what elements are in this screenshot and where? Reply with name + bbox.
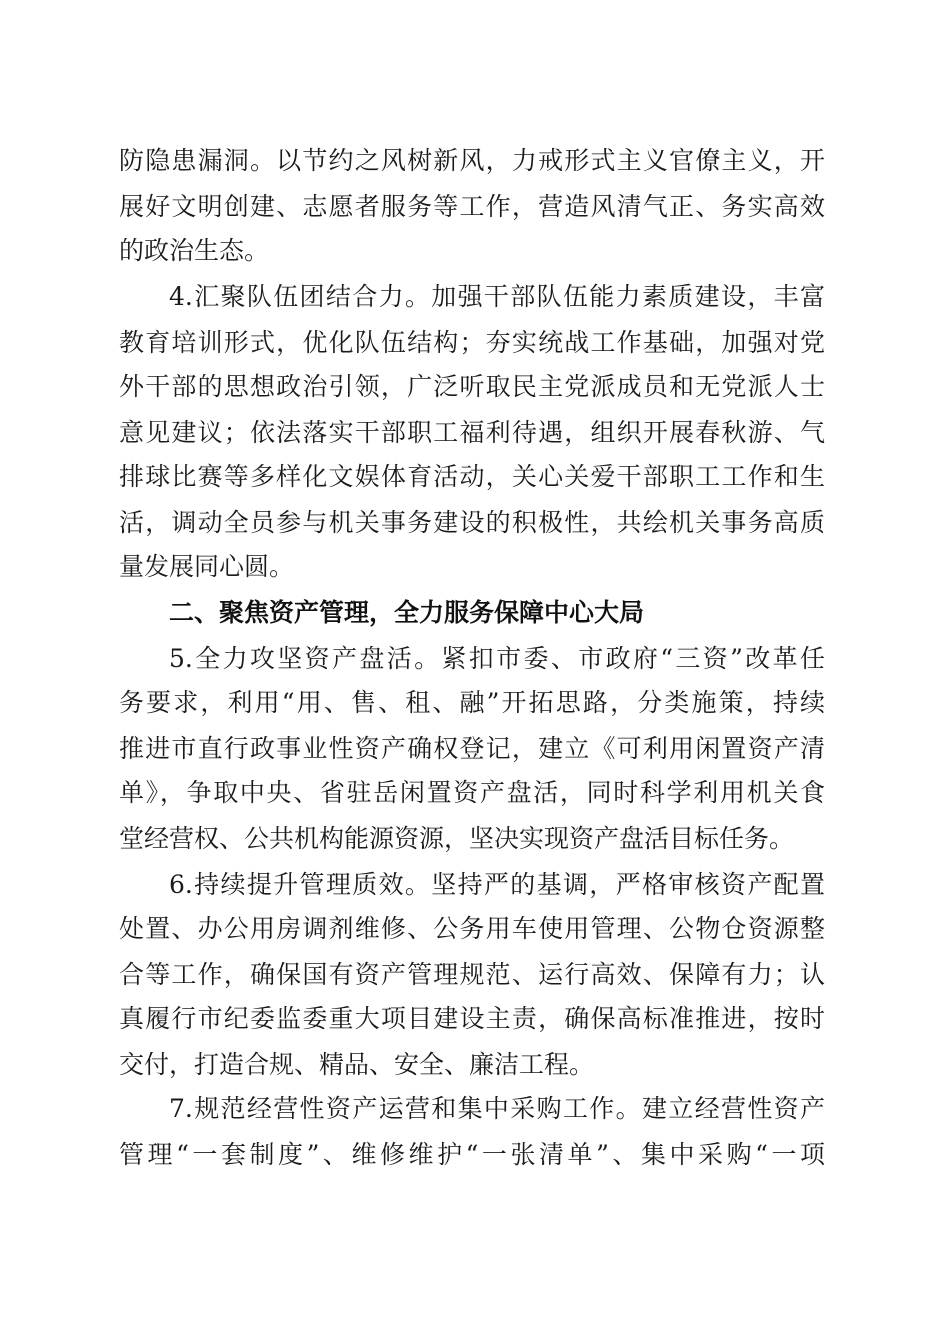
text-line: 排球比赛等多样化文娱体育活动，关心关爱干部职工工作和生 [119,462,825,491]
text-line: 务要求，利用“用、售、租、融”开拓思路，分类施策，持续 [119,688,825,717]
text-line: 合等工作，确保国有资产管理规范、运行高效、保障有力；认 [119,960,825,989]
text-line: 堂经营权、公共机构能源资源，坚决实现资产盘活目标任务。 [119,824,795,853]
text-line: 外干部的思想政治引领，广泛听取民主党派成员和无党派人士 [119,372,825,401]
section-heading: 二、聚焦资产管理，全力服务保障中心大局 [169,598,645,627]
paragraph-7-start: 7.规范经营性资产运营和集中采购工作。建立经营性资产 [169,1094,825,1123]
text-line: 教育培训形式，优化队伍结构；夯实统战工作基础，加强对党 [119,328,825,357]
text-line: 处置、办公用房调剂维修、公务用车使用管理、公物仓资源整 [119,914,825,943]
text-line: 真履行市纪委监委重大项目建设主责，确保高标准推进，按时 [119,1004,825,1033]
text-line: 的政治生态。 [119,236,270,265]
paragraph-5-start: 5.全力攻坚资产盘活。紧扣市委、市政府“三资”改革任 [169,644,825,673]
paragraph-6-start: 6.持续提升管理质效。坚持严的基调，严格审核资产配置 [169,870,825,899]
text-line: 量发展同心圆。 [119,552,295,581]
text-line: 活，调动全员参与机关事务建设的积极性，共绘机关事务高质 [119,508,825,537]
text-line: 管理“一套制度”、维修维护“一张清单”、集中采购“一项 [119,1140,825,1169]
text-line: 交付，打造合规、精品、安全、廉洁工程。 [119,1050,595,1079]
text-line: 防隐患漏洞。以节约之风树新风，力戒形式主义官僚主义，开 [119,146,825,175]
paragraph-4-start: 4.汇聚队伍团结合力。加强干部队伍能力素质建设，丰富 [169,282,825,311]
text-line: 单》，争取中央、省驻岳闲置资产盘活，同时科学利用机关食 [119,778,825,807]
text-line: 展好文明创建、志愿者服务等工作，营造风清气正、务实高效 [119,192,825,221]
text-line: 意见建议；依法落实干部职工福利待遇，组织开展春秋游、气 [119,418,825,447]
text-line: 推进市直行政事业性资产确权登记，建立《可利用闲置资产清 [119,734,825,763]
